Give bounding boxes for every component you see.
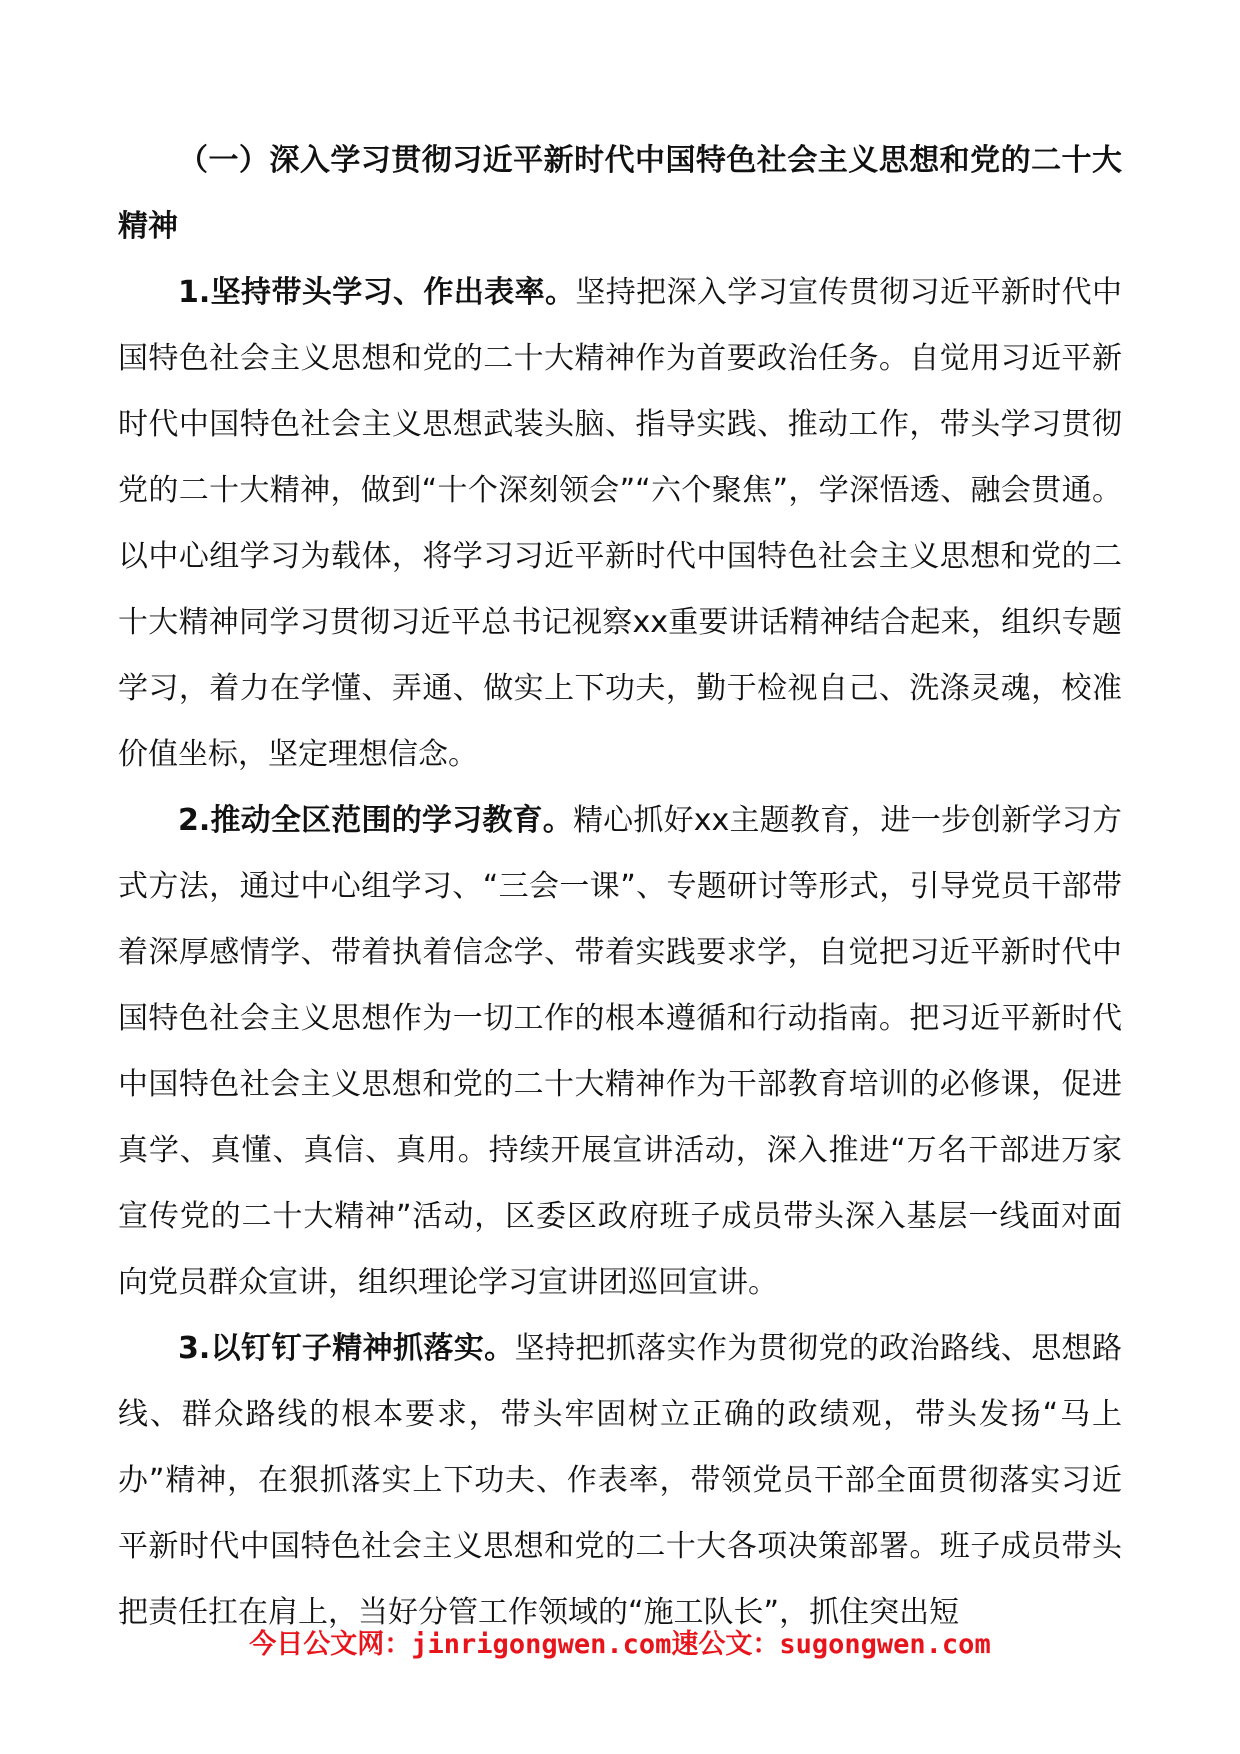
footer-watermark xyxy=(0,1622,1240,1661)
document-body xyxy=(118,128,1122,1646)
footer-label-2: 速公文： xyxy=(671,1629,780,1660)
paragraph-2 xyxy=(118,788,1122,1316)
footer-label-1: 今日公文网： xyxy=(249,1629,412,1660)
paragraph-1 xyxy=(118,260,1122,788)
paragraph-lead: 1.坚持带头学习、作出表率。 xyxy=(178,275,576,310)
paragraph-text: 坚持把抓落实作为贯彻党的政治路线、思想路线、群众路线的根本要求，带头牢固树立正确的政绩观，带头发扬“马上办”精神，在狠抓落实上下功夫、作表率，带领党员干部全面贯彻落实习近平新时代中国特色社会主义思想和党的二十大各项决策部署。班子成员带头把责任扛在肩上，当好分管工作领域的“施工队长”，抓住突出短 xyxy=(118,1331,1122,1630)
section-heading: （一）深入学习贯彻习近平新时代中国特色社会主义思想和党的二十大精神 xyxy=(118,143,1122,244)
paragraph-lead: 3.以钉钉子精神抓落实。 xyxy=(178,1331,515,1366)
footer-site-link-2[interactable]: sugongwen.com xyxy=(779,1629,991,1660)
paragraph-text: 精心抓好xx主题教育，进一步创新学习方式方法，通过中心组学习、“三会一课”、专题研讨等形式，引导党员干部带着深厚感情学、带着执着信念学、带着实践要求学，自觉把习近平新时代中国特色社会主义思想作为一切工作的根本遵循和行动指南。把习近平新时代中国特色社会主义思想和党的二十大精神作为干部教育培训的必修课，促进真学、真懂、真信、真用。持续开展宣讲活动，深入推进“万名干部进万家宣传党的二十大精神”活动，区委区政府班子成员带头深入基层一线面对面向党员群众宣讲，组织理论学习宣讲团巡回宣讲。 xyxy=(118,803,1122,1300)
paragraph-lead: 2.推动全区范围的学习教育。 xyxy=(178,803,573,838)
paragraph-3 xyxy=(118,1316,1122,1646)
paragraph-text: 坚持把深入学习宣传贯彻习近平新时代中国特色社会主义思想和党的二十大精神作为首要政治任务。自觉用习近平新时代中国特色社会主义思想武装头脑、指导实践、推动工作，带头学习贯彻党的二十大精神，做到“十个深刻领会”“六个聚焦”，学深悟透、融会贯通。以中心组学习为载体，将学习习近平新时代中国特色社会主义思想和党的二十大精神同学习贯彻习近平总书记视察xx重要讲话精神结合起来，组织专题学习，着力在学懂、弄通、做实上下功夫，勤于检视自己、洗涤灵魂，校准价值坐标，坚定理想信念。 xyxy=(118,275,1122,772)
footer-site-link-1[interactable]: jinrigongwen.com xyxy=(411,1629,672,1660)
